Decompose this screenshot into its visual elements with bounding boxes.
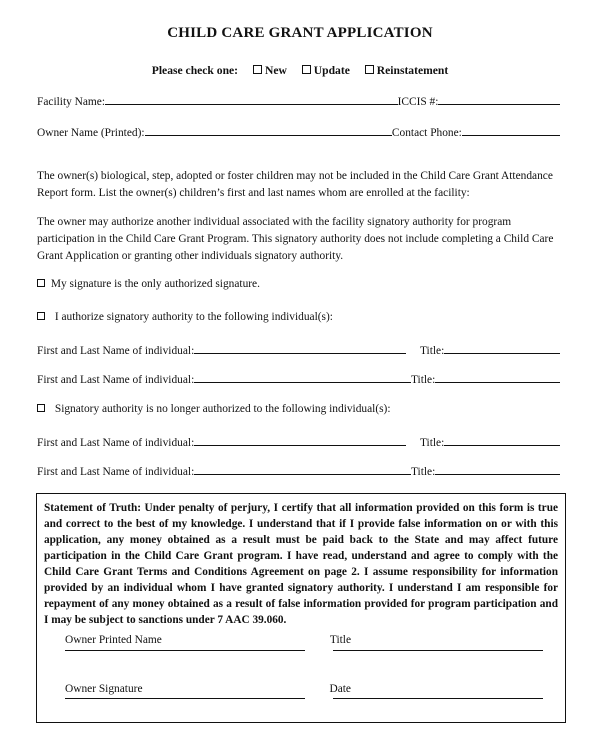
individual-title-label: Title:: [419, 437, 445, 449]
individual-name-label: First and Last Name of individual:: [37, 374, 195, 386]
facility-row: [37, 92, 560, 108]
signature-title-field[interactable]: [333, 650, 543, 651]
individual-name-label: First and Last Name of individual:: [37, 437, 195, 449]
individual-title-label: Title:: [411, 466, 436, 478]
update-checkbox[interactable]: [302, 65, 311, 74]
owner-signature-label: Owner Signature: [65, 683, 143, 695]
individual-name-label: First and Last Name of individual:: [37, 345, 195, 357]
option-new-label: New: [264, 64, 287, 77]
authorize-paragraph: The owner may authorize another individual associated with the facility signatory authority for program participation in the Child Care Grant Program. This signatory authority does not include completing a Child Care Grant Application or granting other individuals signatory authority.: [37, 216, 554, 262]
option-new[interactable]: [253, 64, 287, 77]
owner-printed-name-label: Owner Printed Name: [65, 634, 162, 646]
check-one-label: Please check one:: [151, 64, 239, 77]
iccis-label: ICCIS #:: [397, 96, 439, 108]
owner-name-label: Owner Name (Printed):: [37, 127, 145, 139]
signature-date-field[interactable]: [333, 698, 543, 699]
statement-of-truth-text: Statement of Truth: Under penalty of perjury, I certify that all information provided on this form is true and correct to the best of my knowledge. I understand that if I provide false information on or with this application, any money obtained as a result must be paid back to the State and may affect future participation in the Child Care Grant program. I have read, understand and agree to comply with the Child Care Grant Terms and Conditions Agreement on page 2. I assume responsibility for information provided by an individual whom I have granted signatory authority. I understand I am responsible for repayment of any money obtained as a result of false information provided for program participation and I may be subject to sanctions under 7 AAC 39.060.: [44, 502, 558, 626]
owner-name-field[interactable]: [145, 134, 392, 136]
individual-row: [37, 370, 560, 386]
facility-name-field[interactable]: [105, 103, 398, 105]
individual-title-label: Title:: [419, 345, 445, 357]
facility-name-label: Facility Name:: [37, 96, 106, 108]
option-update[interactable]: [302, 64, 350, 77]
signature-title-label: Title: [329, 634, 351, 646]
individual-name-field[interactable]: [194, 381, 411, 383]
option-update-label: Update: [313, 64, 350, 77]
only-signature-option[interactable]: [37, 278, 260, 290]
individual-name-field[interactable]: [194, 352, 406, 354]
owner-row: [37, 123, 560, 139]
revoked-individual-row: [37, 433, 560, 449]
only-signature-checkbox[interactable]: [37, 279, 45, 287]
individual-title-field[interactable]: [435, 473, 560, 475]
authorize-individuals-option[interactable]: [37, 311, 333, 323]
owner-signature-field[interactable]: [65, 698, 305, 699]
authorize-individuals-label: I authorize signatory authority to the following individual(s):: [54, 311, 333, 323]
individual-title-field[interactable]: [444, 444, 560, 446]
contact-phone-field[interactable]: [462, 134, 560, 136]
signature-date-label: Date: [329, 683, 351, 695]
no-longer-authorized-checkbox[interactable]: [37, 404, 45, 412]
new-checkbox[interactable]: [253, 65, 262, 74]
individual-title-field[interactable]: [435, 381, 560, 383]
no-longer-authorized-option[interactable]: [37, 403, 391, 415]
individual-row: [37, 341, 560, 357]
reinstatement-checkbox[interactable]: [365, 65, 374, 74]
option-reinstatement[interactable]: [365, 64, 448, 77]
no-longer-authorized-label: Signatory authority is no longer authorized to the following individual(s):: [54, 403, 391, 415]
contact-phone-label: Contact Phone:: [391, 127, 462, 139]
individual-name-field[interactable]: [194, 444, 406, 446]
iccis-field[interactable]: [438, 103, 560, 105]
signature-row-signature: [65, 683, 541, 695]
authorize-individuals-checkbox[interactable]: [37, 312, 45, 320]
option-reinstatement-label: Reinstatement: [376, 64, 449, 77]
individual-title-label: Title:: [411, 374, 436, 386]
only-signature-label: My signature is the only authorized signature.: [50, 278, 260, 290]
signature-row-printed: [65, 634, 541, 646]
individual-name-field[interactable]: [194, 473, 411, 475]
individual-title-field[interactable]: [444, 352, 560, 354]
check-one-group: [0, 64, 600, 77]
owner-printed-name-field[interactable]: [65, 650, 305, 651]
statement-of-truth-box: [36, 493, 566, 723]
owners-children-paragraph: The owner(s) biological, step, adopted or foster children may not be included in the Child Care Grant Attendance Report form. List the owner(s) children’s first and last names whom are enrolled at the facility:: [37, 170, 553, 199]
page-title: CHILD CARE GRANT APPLICATION: [167, 25, 433, 41]
individual-name-label: First and Last Name of individual:: [37, 466, 195, 478]
revoked-individual-row: [37, 462, 560, 478]
